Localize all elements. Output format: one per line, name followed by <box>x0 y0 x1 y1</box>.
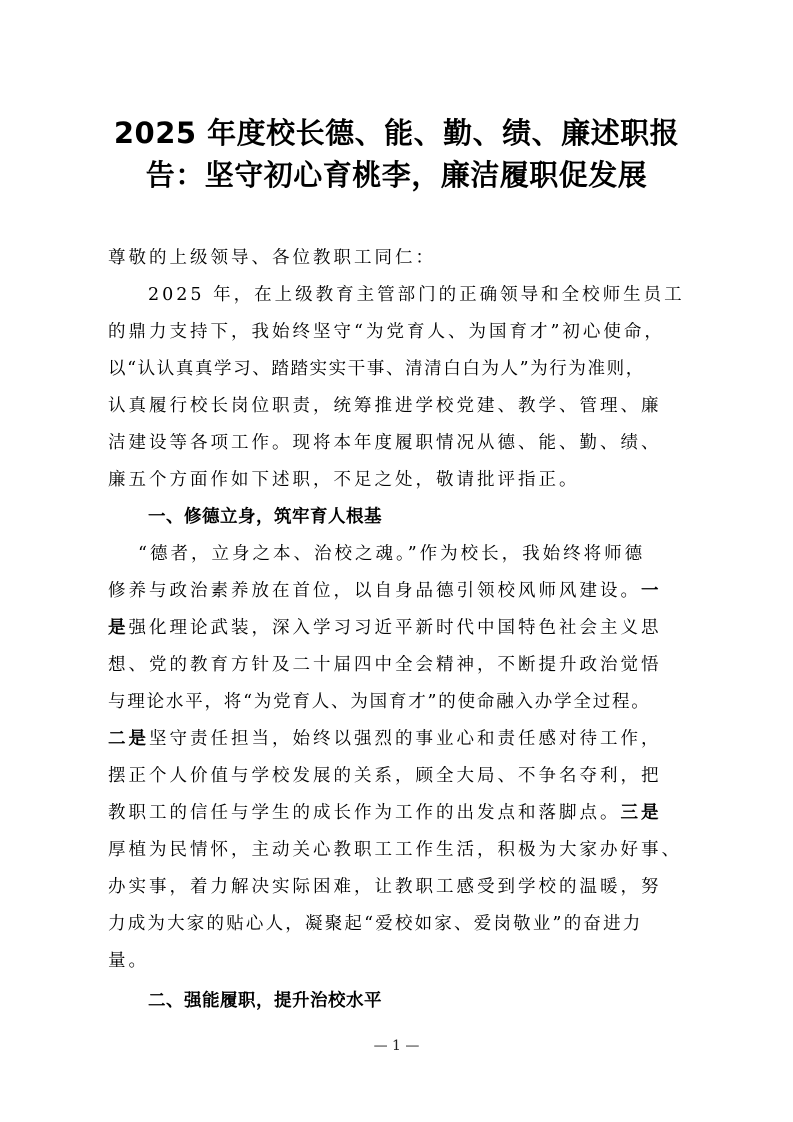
intro-line: 2025 年，在上级教育主管部门的正确领导和全校师生员工 <box>148 285 685 305</box>
intro-line: 廉五个方面作如下述职，不足之处，敬请批评指正。 <box>108 470 580 490</box>
intro-line: 认真履行校长岗位职责，统筹推进学校党建、教学、管理、廉 <box>108 396 662 416</box>
text: 摆正个人价值与学校发展的关系，顾全大局、不争名夺利，把 <box>108 766 662 786</box>
bold-marker: 二是 <box>108 729 149 749</box>
title-line-2: 告：坚守初心育桃李，廉洁履职促发展 <box>145 158 648 192</box>
text: 坚守责任担当，始终以强烈的事业心和责任感对待工作， <box>149 729 662 749</box>
paragraph-line <box>108 536 690 573</box>
text: 强化理论武装，深入学习习近平新时代中国特色社会主义思 <box>128 618 662 638</box>
paragraph-line <box>108 795 690 832</box>
paragraph-line <box>108 906 690 943</box>
bold-marker: 一 <box>641 581 662 601</box>
bold-marker: 是 <box>108 618 129 638</box>
paragraph-line <box>108 832 690 869</box>
text: 修养与政治素养放在首位，以自身品德引领校风师风建设。 <box>108 581 641 601</box>
text: 量。 <box>108 951 149 971</box>
text: 与理论水平，将“为党育人、为国育才”的使命融入办学全过程。 <box>108 692 651 712</box>
paragraph-line <box>108 573 690 610</box>
paragraph-line <box>108 721 690 758</box>
page-number: — 1 — <box>373 1038 420 1054</box>
text: 想、党的教育方针及二十届四中全会精神，不断提升政治觉悟 <box>108 655 662 675</box>
section-heading-2: 二、强能履职，提升治校水平 <box>148 991 382 1011</box>
title-line-1: 2025 年度校长德、能、勤、绩、廉述职报 <box>113 116 680 150</box>
text: “德者，立身之本、治校之魂。”作为校长，我始终将师德 <box>138 544 646 564</box>
paragraph-line <box>108 610 690 647</box>
section-heading-1: 一、修德立身，筑牢育人根基 <box>148 507 382 527</box>
paragraph-line <box>108 647 690 684</box>
intro-line: 洁建设等各项工作。现将本年度履职情况从德、能、勤、绩、 <box>108 433 662 453</box>
paragraph-line <box>108 758 690 795</box>
salutation: 尊敬的上级领导、各位教职工同仁： <box>108 248 436 268</box>
paragraph-line <box>108 943 690 980</box>
intro-line: 以“认认真真学习、踏踏实实干事、清清白白为人”为行为准则， <box>108 359 645 379</box>
intro-line: 的鼎力支持下，我始终坚守“为党育人、为国育才”初心使命， <box>108 322 665 342</box>
text: 办实事，着力解决实际困难，让教职工感受到学校的温暖，努 <box>108 877 662 897</box>
document-body <box>108 240 690 1020</box>
document-title <box>95 112 698 196</box>
text: 厚植为民情怀，主动关心教职工工作生活，积极为大家办好事、 <box>108 840 682 860</box>
bold-marker: 三是 <box>620 803 662 823</box>
paragraph-line <box>108 684 690 721</box>
text: 力成为大家的贴心人，凝聚起“爱校如家、爱岗敬业”的奋进力 <box>108 914 643 934</box>
text: 教职工的信任与学生的成长作为工作的出发点和落脚点。 <box>108 803 621 823</box>
paragraph-line <box>108 869 690 906</box>
